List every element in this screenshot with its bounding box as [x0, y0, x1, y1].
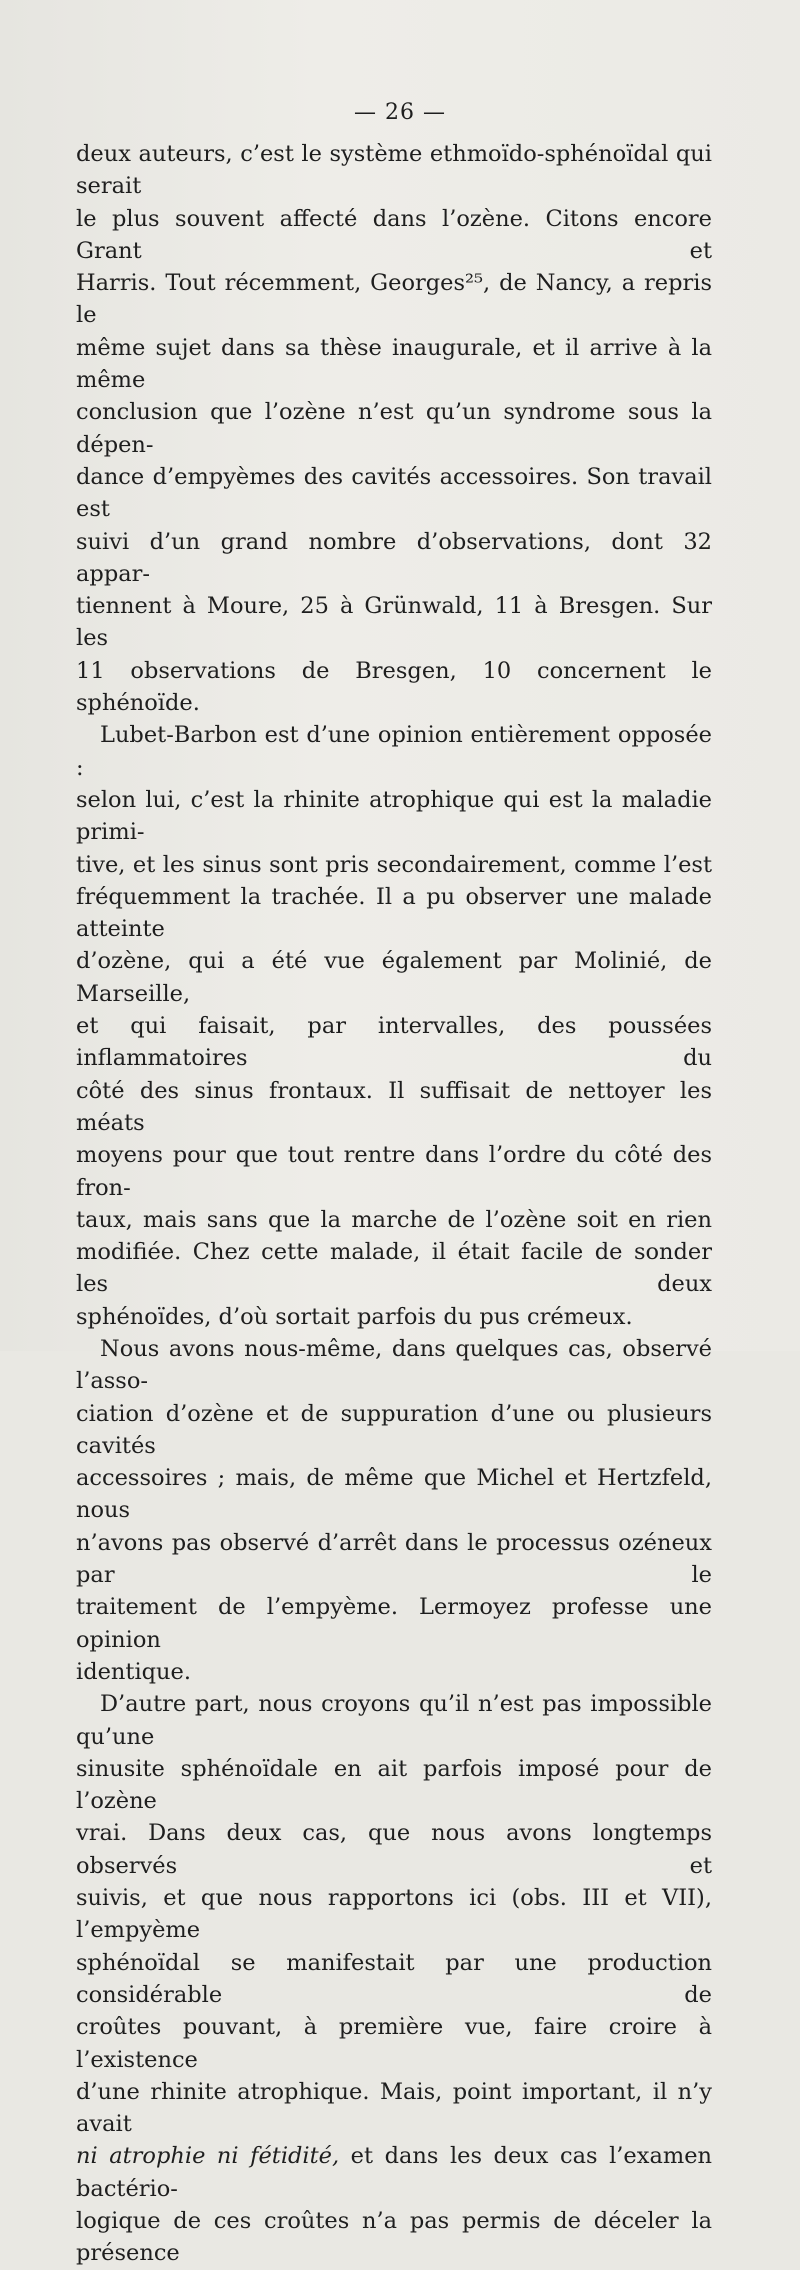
- line-remainder: et dans les deux cas l’examen bactério-: [76, 2143, 712, 2202]
- text-line: [76, 2140, 712, 2205]
- text-line: tive, et les sinus sont pris secondairement, comme l’est: [76, 851, 712, 878]
- text-line: n’avons pas observé d’arrêt dans le processus ozéneux par le: [76, 1529, 712, 1589]
- text-line: suivis, et que nous rapportons ici (obs. III et VII), l’empyème: [76, 1885, 712, 1944]
- text-line: selon lui, c’est la rhinite atrophique qui est la maladie primi-: [76, 786, 712, 846]
- text-line: fréquemment la trachée. Il a pu observer une malade atteinte: [76, 883, 712, 943]
- text-line: même sujet dans sa thèse inaugurale, et il arrive à la même: [76, 334, 712, 394]
- text-line: logique de ces croûtes n’a pas permis de déceler la présence: [76, 2208, 712, 2267]
- text-line: sinusite sphénoïdale en ait parfois imposé pour de l’ozène: [76, 1755, 712, 1815]
- body-text: [76, 138, 712, 2270]
- text-line: sphénoïdal se manifestait par une production considérable de: [76, 1949, 712, 2008]
- text-line: croûtes pouvant, à première vue, faire croire à l’existence: [76, 2014, 712, 2073]
- text-line: dance d’empyèmes des cavités accessoires. Son travail est: [76, 463, 712, 523]
- text-line: identique.: [76, 1658, 192, 1685]
- text-line: Nous avons nous-même, dans quelques cas, observé l’asso-: [76, 1335, 712, 1395]
- text-line: Lubet-Barbon est d’une opinion entièrement opposée :: [76, 722, 712, 781]
- text-line: suivi d’un grand nombre d’observations, dont 32 appar-: [76, 528, 712, 587]
- text-line: traitement de l’empyème. Lermoyez professe une opinion: [76, 1594, 712, 1653]
- text-line: Harris. Tout récemment, Georges²⁵, de Nancy, a repris le: [76, 270, 712, 329]
- text-line: d’ozène, qui a été vue également par Molinié, de Marseille,: [76, 948, 712, 1007]
- text-line: d’une rhinite atrophique. Mais, point important, il n’y avait: [76, 2078, 712, 2138]
- text-line: deux auteurs, c’est le système ethmoïdo-sphénoïdal qui serait: [76, 141, 712, 200]
- text-line: D’autre part, nous croyons qu’il n’est pas impossible qu’une: [76, 1691, 712, 1750]
- text-line: sphénoïdes, d’où sortait parfois du pus crémeux.: [76, 1303, 633, 1330]
- text-line: conclusion que l’ozène n’est qu’un syndrome sous la dépen-: [76, 399, 712, 458]
- text-line: accessoires ; mais, de même que Michel et Hertzfeld, nous: [76, 1465, 712, 1524]
- text-line: 11 observations de Bresgen, 10 concernent le sphénoïde.: [76, 657, 712, 717]
- text-line: taux, mais sans que la marche de l’ozène soit en rien: [76, 1206, 712, 1233]
- text-line: le plus souvent affecté dans l’ozène. Citons encore Grant et: [76, 205, 712, 264]
- text-line: modifiée. Chez cette malade, il était facile de sonder les deux: [76, 1239, 712, 1298]
- text-line: vrai. Dans deux cas, que nous avons longtemps observés et: [76, 1820, 712, 1879]
- text-line: moyens pour que tout rentre dans l’ordre du côté des fron-: [76, 1142, 712, 1201]
- text-line: tiennent à Moure, 25 à Grünwald, 11 à Bresgen. Sur les: [76, 593, 712, 652]
- text-line: ciation d’ozène et de suppuration d’une ou plusieurs cavités: [76, 1400, 712, 1459]
- page-number: — 26 —: [354, 100, 446, 125]
- text-line: et qui faisait, par intervalles, des poussées inflammatoires du: [76, 1013, 712, 1072]
- text-line: côté des sinus frontaux. Il suffisait de nettoyer les méats: [76, 1077, 712, 1136]
- italic-phrase: ni atrophie ni fétidité,: [76, 2143, 340, 2170]
